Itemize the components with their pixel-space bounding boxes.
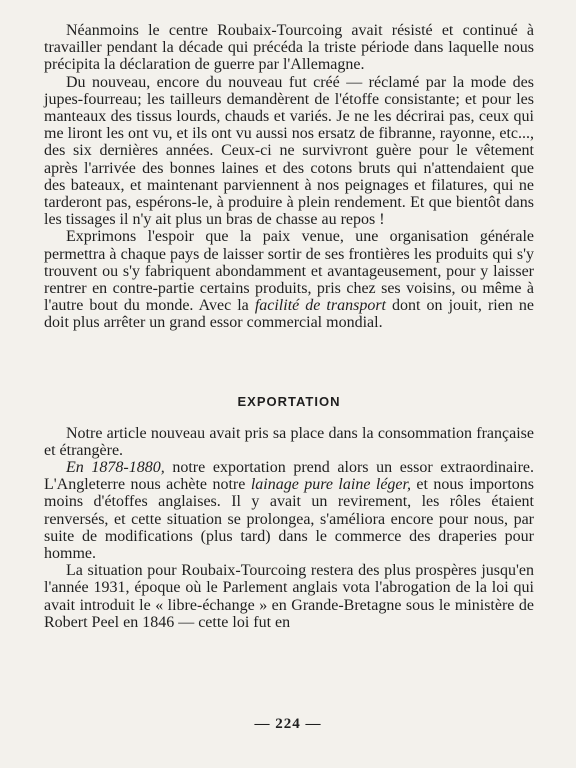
paragraph-5-text-a: notre exportation prend alors un essor extraordinaire. L'Angleterre nous achète notre xyxy=(44,459,534,494)
paragraph-3-text-b: dont on jouit, rien ne doit plus arrêter un grand essor commercial mondial. xyxy=(44,297,535,332)
paragraph-1: Néanmoins le centre Roubaix-Tourcoing avait résisté et continué à travailler pendant la décade qui précéda la triste période dans laquelle nous précipita la déclaration de guerre par l'Allemagne. xyxy=(44,22,534,74)
paragraph-2: Du nouveau, encore du nouveau fut créé — réclamé par la mode des jupes-fourreau; les tailleurs demandèrent de l'étoffe consistante; et pour les manteaux des tissus lourds, chauds et variés. Je ne les décrirai pas, ceux qui me liront les ont vu, et ils ont vu aussi nos ersatz de fibranne, rayonne, etc..., des six dernières années. Ceux-ci ne survivront guère pour le vêtement après l'arrivée des bonnes laines et des cotons bruts qui n'attendaient que des bateaux, et maintenant parviennent à nos peignages et filatures, qui ne tarderont pas, espérons-le, à produire à plein rendement. Et que bientôt dans les tissages il n'y ait plus un bras de chasse au repos ! xyxy=(44,73,534,229)
paragraph-6: La situation pour Roubaix-Tourcoing restera des plus prospères jusqu'en l'année 1931, époque où le Parlement anglais vota l'abrogation de la loi qui avait introduit le « libre-échange » en Grande-Bretagne sous le ministère de Robert Peel en 1846 — cette loi fut en xyxy=(44,562,534,631)
paragraph-3 xyxy=(44,228,534,331)
paragraph-3-text-a: Exprimons l'espoir que la paix venue, une organisation générale permettra à chaque pays de laisser sortir de ses frontières les produits qui s'y trouvent ou s'y fabriquent abondamment et avantageusement, pour y laisser rentrer en contre-partie certains produits, pris chez ses voisins, ou même à l'autre bout du monde. Avec la xyxy=(44,228,534,315)
paragraph-5-italic-mid: lainage pure laine léger, xyxy=(250,476,411,494)
paragraph-3-italic: facilité de transport xyxy=(254,297,387,315)
paragraph-4: Notre article nouveau avait pris sa place dans la consommation française et étrangère. xyxy=(44,424,534,459)
page-number: — 224 — xyxy=(254,716,322,732)
paragraph-5-italic-start: En 1878-1880, xyxy=(66,459,165,477)
paragraph-5-text-b: et nous importons moins d'étoffes anglaises. Il y avait un revirement, les rôles étaient renversés, et cette situation se prolongea, s'améliora encore pour nous, par suite de modifications (plus tard) dans le commerce des draperies pour homme. xyxy=(44,476,534,563)
paragraph-5 xyxy=(44,459,534,562)
section-heading: EXPORTATION xyxy=(237,393,341,409)
